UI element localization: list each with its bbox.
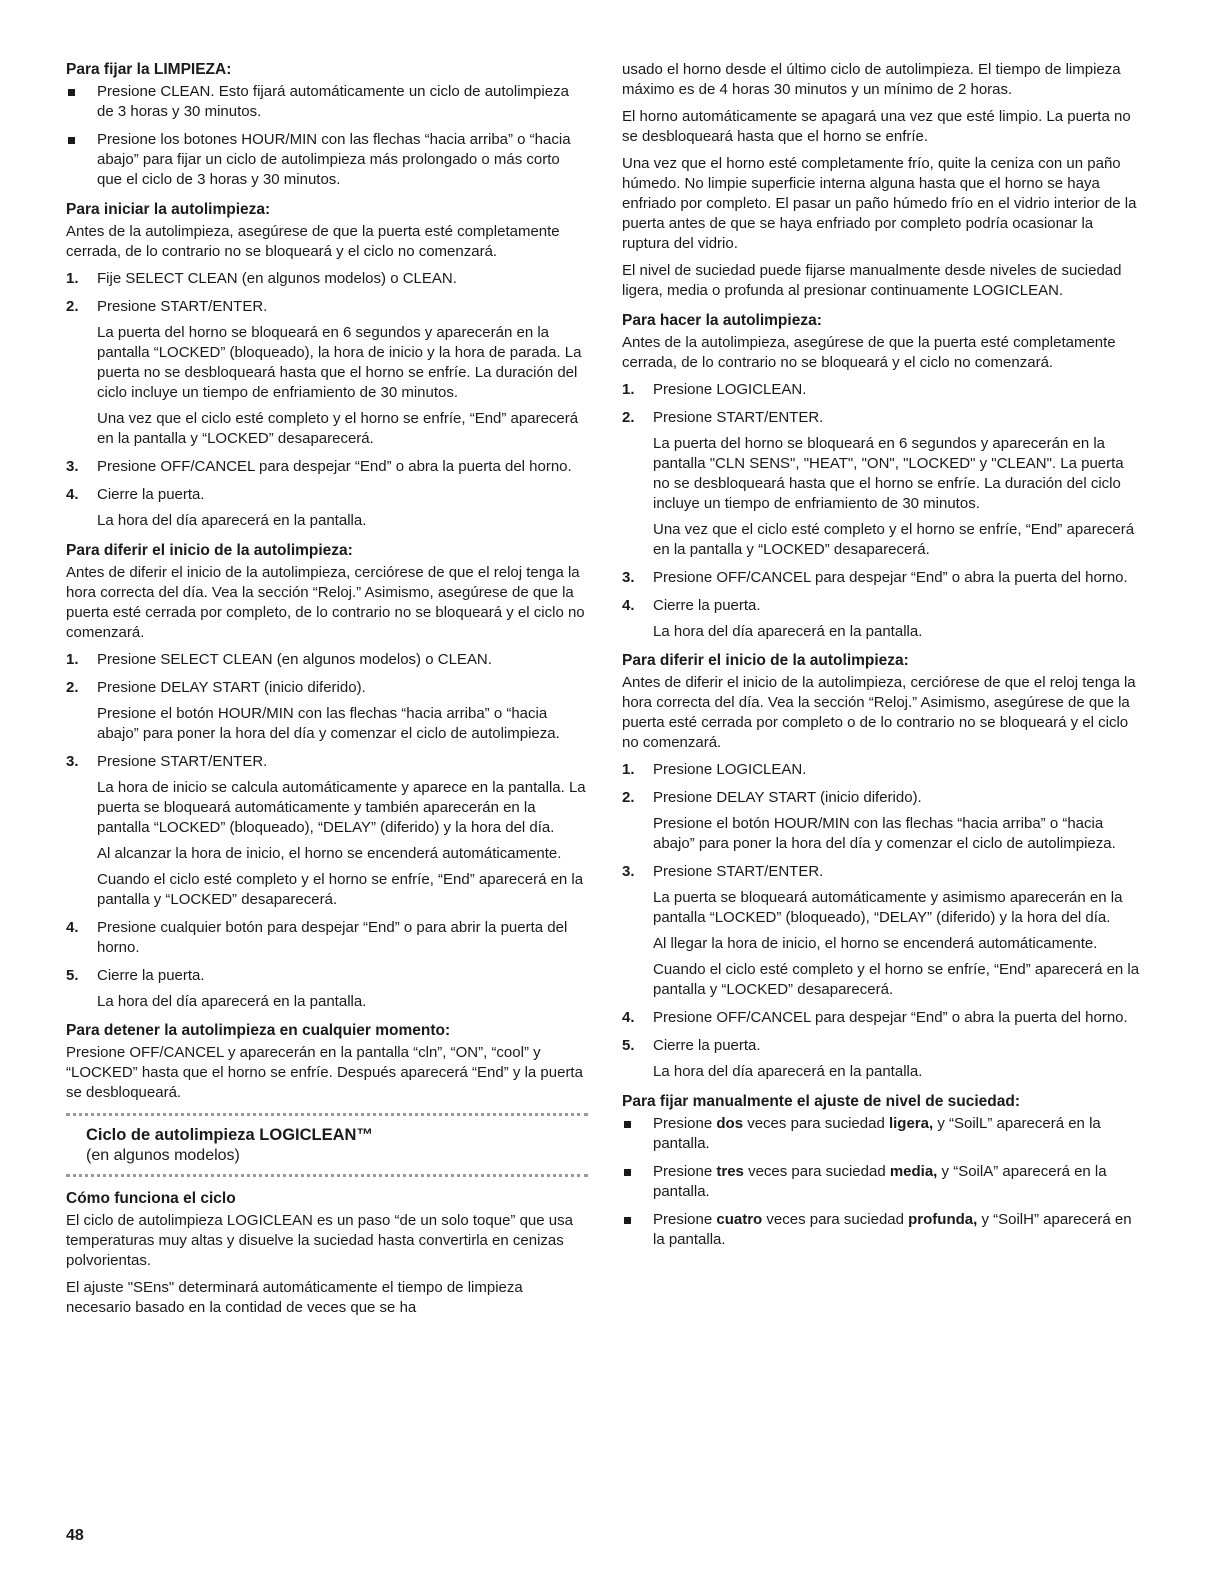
step-text: Presione OFF/CANCEL para despejar “End” o abra la puerta del horno.	[653, 569, 1128, 586]
step-number: 1.	[622, 761, 635, 778]
step-item	[66, 918, 588, 958]
step-number: 1.	[66, 270, 79, 287]
step-number: 3.	[622, 569, 635, 586]
step-number: 2.	[66, 679, 79, 696]
step-detail: La hora del día aparecerá en la pantalla.	[97, 512, 367, 529]
fijar-bullet-list	[66, 82, 588, 190]
step-detail: La puerta se bloqueará automáticamente y asimismo aparecerán en la pantalla “LOCKED” (bloqueado), “DELAY” (diferido) y la hora del día.	[653, 889, 1123, 926]
paragraph: usado el horno desde el último ciclo de autolimpieza. El tiempo de limpieza máximo es de 4 horas 30 minutos y un mínimo de 2 horas.	[622, 61, 1121, 98]
step-item	[622, 1008, 1144, 1028]
left-column	[66, 60, 588, 1325]
diferir-logiclean-steps	[622, 760, 1144, 1082]
step-item	[622, 1036, 1144, 1082]
step-item	[622, 596, 1144, 642]
diferir-steps	[66, 650, 588, 1012]
step-detail: Cuando el ciclo esté completo y el horno se enfríe, “End” aparecerá en la pantalla y “LOCKED” desaparecerá.	[97, 871, 584, 908]
section-heading-como-funciona: Cómo funciona el ciclo	[66, 1190, 236, 1207]
text: Presione	[653, 1115, 717, 1132]
paragraph: Una vez que el horno esté completamente frío, quite la ceniza con un paño húmedo. No limpie superficie interna alguna hasta que el horno se haya enfriado por completo. El pasar un paño húmedo frío en el vidrio interior de la puerta antes de que se haya enfriado por completo podría ocasionar la ruptura del vidrio.	[622, 155, 1137, 252]
step-item	[622, 408, 1144, 560]
text: Presione	[653, 1211, 717, 1228]
step-number: 3.	[622, 863, 635, 880]
step-text: Presione LOGICLEAN.	[653, 381, 807, 398]
step-text: Presione DELAY START (inicio diferido).	[653, 789, 922, 806]
section-heading-hacer: Para hacer la autolimpieza:	[622, 312, 822, 329]
step-number: 3.	[66, 458, 79, 475]
step-text: Presione START/ENTER.	[653, 409, 824, 426]
step-item	[66, 269, 588, 289]
paragraph: El ciclo de autolimpieza LOGICLEAN es un paso “de un solo toque” que usa temperaturas muy altas y disuelve la suciedad hasta convertirla en cenizas polvorientas.	[66, 1212, 573, 1269]
text: Presione	[653, 1163, 717, 1180]
step-item	[622, 568, 1144, 588]
step-text: Cierre la puerta.	[653, 1037, 761, 1054]
paragraph: El ajuste "SEns" determinará automáticamente el tiempo de limpieza necesario basado en la contidad de veces que se ha	[66, 1279, 523, 1316]
step-number: 2.	[622, 409, 635, 426]
text: y “SoilH” aparecerá en la pantalla.	[653, 1211, 1132, 1248]
text-bold: cuatro	[716, 1211, 763, 1228]
step-number: 2.	[622, 789, 635, 806]
step-item	[66, 966, 588, 1012]
step-item	[66, 752, 588, 910]
step-text: Presione DELAY START (inicio diferido).	[97, 679, 366, 696]
list-item	[622, 1114, 1144, 1154]
step-number: 5.	[66, 967, 79, 984]
logiclean-banner	[66, 1113, 588, 1177]
step-text: Presione SELECT CLEAN (en algunos modelos) o CLEAN.	[97, 651, 492, 668]
step-detail: Presione el botón HOUR/MIN con las flechas “hacia arriba” o “hacia abajo” para poner la hora del día y comenzar el ciclo de autolimpieza.	[97, 705, 560, 742]
step-item	[66, 457, 588, 477]
step-item	[66, 297, 588, 449]
step-detail: Al alcanzar la hora de inicio, el horno se encenderá automáticamente.	[97, 845, 562, 862]
list-item: Presione los botones HOUR/MIN con las flechas “hacia arriba” o “hacia abajo” para fijar un ciclo de autolimpieza más prolongado o más corto que el ciclo de 3 horas y 30 minutos.	[66, 130, 588, 190]
step-item	[622, 788, 1144, 854]
step-item	[622, 380, 1144, 400]
text: veces para suciedad	[762, 1211, 909, 1228]
step-item	[66, 650, 588, 670]
text: veces para suciedad	[743, 1163, 890, 1180]
section-heading-nivel-suciedad: Para fijar manualmente el ajuste de nivel de suciedad:	[622, 1093, 1020, 1110]
step-number: 4.	[66, 486, 79, 503]
step-text: Cierre la puerta.	[97, 967, 205, 984]
step-number: 1.	[622, 381, 635, 398]
step-detail: Presione el botón HOUR/MIN con las flechas “hacia arriba” o “hacia abajo” para poner la hora del día y comenzar el ciclo de autolimpieza.	[653, 815, 1116, 852]
right-column	[622, 60, 1144, 1259]
text-bold: tres	[716, 1163, 744, 1180]
step-item	[622, 862, 1144, 1000]
page-number: 48	[66, 1527, 84, 1544]
paragraph: Antes de diferir el inicio de la autolimpieza, cerciórese de que el reloj tenga la hora correcta del día. Vea la sección “Reloj.” Asimismo, asegúrese de que la puerta esté cerrada por completo o de lo contrario no se bloqueará y el ciclo no comenzará.	[622, 674, 1136, 751]
paragraph: Presione OFF/CANCEL y aparecerán en la pantalla “cln”, “ON”, “cool” y “LOCKED” hasta que el horno se enfríe. Después aparecerá “End” y la puerta se desbloqueará.	[66, 1044, 583, 1101]
text: y “SoilL” aparecerá en la pantalla.	[653, 1115, 1101, 1152]
soil-level-list	[622, 1114, 1144, 1250]
paragraph: Antes de diferir el inicio de la autolimpieza, cerciórese de que el reloj tenga la hora correcta del día. Vea la sección “Reloj.” Asimismo, asegúrese de que la puerta esté cerrada por completo, de lo contrario no se bloqueará y el ciclo no comenzará.	[66, 564, 585, 641]
step-detail: Al llegar la hora de inicio, el horno se encenderá automáticamente.	[653, 935, 1098, 952]
step-text: Presione OFF/CANCEL para despejar “End” o abra la puerta del horno.	[653, 1009, 1128, 1026]
step-item	[66, 678, 588, 744]
section-heading-detener: Para detener la autolimpieza en cualquier momento:	[66, 1022, 451, 1039]
step-text: Fije SELECT CLEAN (en algunos modelos) o CLEAN.	[97, 270, 457, 287]
step-number: 4.	[622, 597, 635, 614]
step-text: Presione START/ENTER.	[97, 298, 268, 315]
step-number: 5.	[622, 1037, 635, 1054]
step-detail: La hora de inicio se calcula automáticamente y aparece en la pantalla. La puerta se bloqueará automáticamente y también aparecerán en la pantalla “LOCKED” (bloqueado), “DELAY” (diferido) y la hora del día.	[97, 779, 586, 836]
list-item	[622, 1162, 1144, 1202]
section-heading-diferir: Para diferir el inicio de la autolimpieza:	[66, 542, 353, 559]
text-bold: profunda,	[908, 1211, 978, 1228]
section-heading-diferir-logiclean: Para diferir el inicio de la autolimpieza:	[622, 652, 909, 669]
text: veces para suciedad	[743, 1115, 889, 1132]
list-item: Presione CLEAN. Esto fijará automáticamente un ciclo de autolimpieza de 3 horas y 30 minutos.	[66, 82, 588, 122]
step-detail: Una vez que el ciclo esté completo y el horno se enfríe, “End” aparecerá en la pantalla y “LOCKED” desaparecerá.	[653, 521, 1135, 558]
step-text: Presione cualquier botón para despejar “End” o para abrir la puerta del horno.	[97, 919, 568, 956]
step-text: Presione START/ENTER.	[97, 753, 268, 770]
step-detail: La hora del día aparecerá en la pantalla.	[653, 623, 923, 640]
step-text: Cierre la puerta.	[97, 486, 205, 503]
step-item	[622, 760, 1144, 780]
step-detail: La puerta del horno se bloqueará en 6 segundos y aparecerán en la pantalla “LOCKED” (bloqueado), la hora de inicio y la hora de parada. La puerta no se desbloqueará hasta que el horno se enfríe. La duración del ciclo incluye un tiempo de enfriamiento de 30 minutos.	[97, 324, 582, 401]
step-text: Presione START/ENTER.	[653, 863, 824, 880]
step-item	[66, 485, 588, 531]
paragraph: El horno automáticamente se apagará una vez que esté limpio. La puerta no se desbloqueará hasta que el horno se enfríe.	[622, 108, 1131, 145]
step-detail: La hora del día aparecerá en la pantalla.	[653, 1063, 923, 1080]
text-bold: ligera,	[888, 1115, 934, 1132]
step-detail: Una vez que el ciclo esté completo y el horno se enfríe, “End” aparecerá en la pantalla y “LOCKED” desaparecerá.	[97, 410, 579, 447]
step-detail: La hora del día aparecerá en la pantalla.	[97, 993, 367, 1010]
paragraph: El nivel de suciedad puede fijarse manualmente desde niveles de suciedad ligera, media o profunda al presionar continuamente LOGICLEAN.	[622, 262, 1122, 299]
hacer-steps	[622, 380, 1144, 642]
paragraph: Antes de la autolimpieza, asegúrese de que la puerta esté completamente cerrada, de lo contrario no se bloqueará y el ciclo no comenzará.	[66, 223, 560, 260]
step-number: 3.	[66, 753, 79, 770]
paragraph: Antes de la autolimpieza, asegúrese de que la puerta esté completamente cerrada, de lo contrario no se bloqueará y el ciclo no comenzará.	[622, 334, 1116, 371]
text-bold: media,	[889, 1163, 938, 1180]
step-detail: La puerta del horno se bloqueará en 6 segundos y aparecerán en la pantalla "CLN SENS", "HEAT", "ON", "LOCKED" y "CLEAN". La puerta no se desbloqueará hasta que el horno se enfríe. La duración del ciclo incluye un tiempo de enfriamiento de 30 minutos.	[653, 435, 1124, 512]
step-number: 2.	[66, 298, 79, 315]
text: y “SoilA” aparecerá en la pantalla.	[653, 1163, 1107, 1200]
step-number: 1.	[66, 651, 79, 668]
text-bold: dos	[716, 1115, 744, 1132]
step-text: Presione OFF/CANCEL para despejar “End” o abra la puerta del horno.	[97, 458, 572, 475]
banner-title: Ciclo de autolimpieza LOGICLEAN™	[86, 1126, 373, 1144]
step-detail: Cuando el ciclo esté completo y el horno se enfríe, “End” aparecerá en la pantalla y “LOCKED” desaparecerá.	[653, 961, 1140, 998]
step-text: Presione LOGICLEAN.	[653, 761, 807, 778]
step-number: 4.	[66, 919, 79, 936]
list-item	[622, 1210, 1144, 1250]
banner-subtitle: (en algunos modelos)	[86, 1147, 240, 1164]
section-heading-fijar-limpieza: Para fijar la LIMPIEZA:	[66, 61, 232, 78]
step-text: Cierre la puerta.	[653, 597, 761, 614]
step-number: 4.	[622, 1009, 635, 1026]
iniciar-steps	[66, 269, 588, 531]
section-heading-iniciar: Para iniciar la autolimpieza:	[66, 201, 271, 218]
